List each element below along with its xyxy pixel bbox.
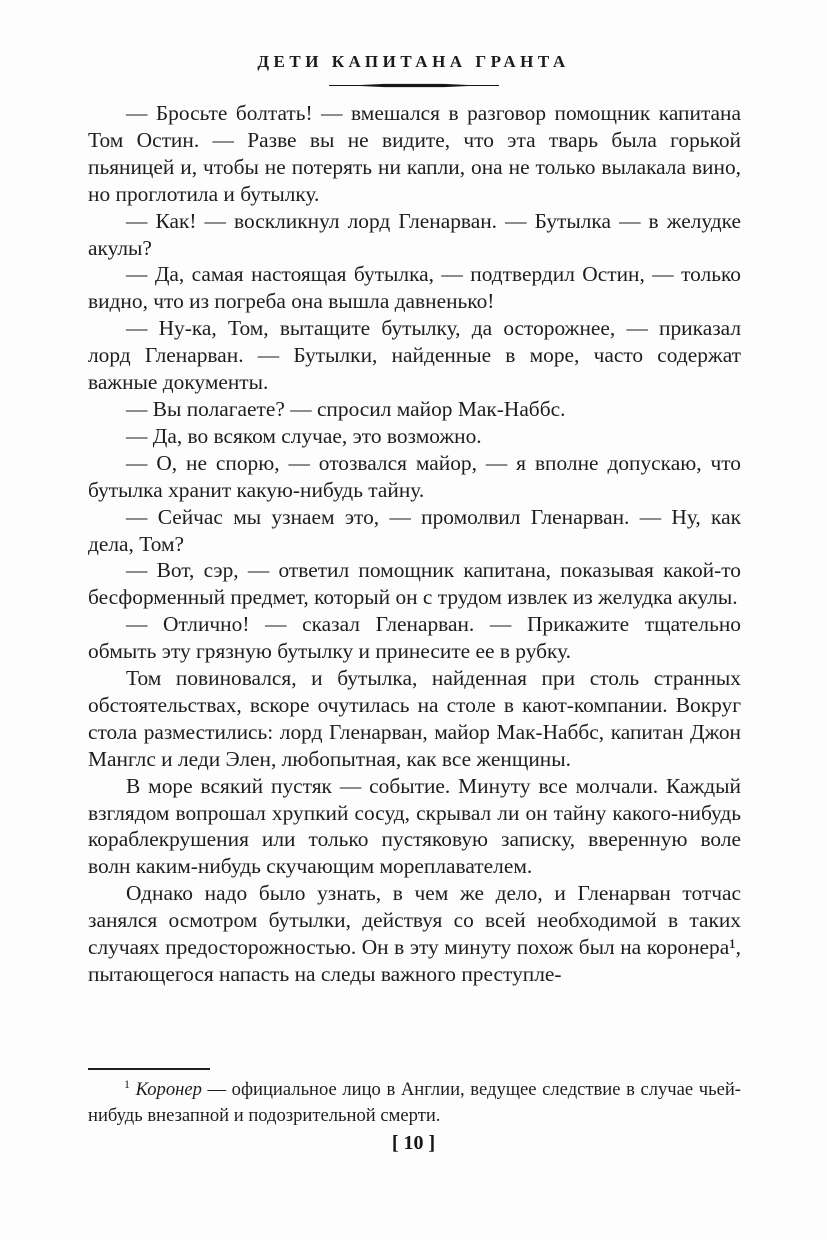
paragraph-12: В море всякий пустяк — событие. Минуту все молчали. Каждый взглядом вопрошал хрупкий сосуд, скрывал ли он тайну какого-нибудь кораблекрушения или только пустяковую записку, вверенную воле волн каким-нибудь скучающим мореплавателем. [88,773,741,879]
footnote-text: — официальное лицо в Англии, ведущее следствие в случае чьей-нибудь внезапной и подозрительной смерти. [88,1079,741,1126]
paragraph-11: Том повиновался, и бутылка, найденная при столь странных обстоятельствах, вскоре очутилась на столе в кают-компании. Вокруг стола разместились: лорд Гленарван, майор Мак-Наббс, капитан Джон Манглс и леди Элен, любопытная, как все женщины. [88,666,741,771]
paragraph-2: — Как! — воскликнул лорд Гленарван. — Бутылка — в желудке акулы? [88,208,741,260]
footnote [88,1077,741,1128]
paragraph-6: — Да, во всяком случае, это возможно. [126,423,482,448]
footnote-marker: 1 [124,1076,130,1091]
paragraph-5: — Вы полагаете? — спросил майор Мак-Наббс. [126,396,566,421]
footnote-term: Коронер [135,1079,202,1100]
paragraph-9: — Вот, сэр, — ответил помощник капитана, показывая какой-то бесформенный предмет, который он с трудом извлек из желудка акулы. [88,558,741,610]
paragraph-1: — Бросьте болтать! — вмешался в разговор помощник капитана Том Остин. — Разве вы не видите, что эта тварь была горькой пьяницей и, чтобы не потерять ни капли, она не только вылакала вино, но проглотила и бутылку. [88,101,741,206]
paragraph-13: Однако надо было узнать, в чем же дело, и Гленарван тотчас занялся осмотром бутылки, действуя со всей необходимой в таких случаях предосторожностью. Он в эту минуту похож был на коронера¹, пытающегося напасть на следы важного преступле- [88,881,741,986]
paragraph-10: — Отлично! — сказал Гленарван. — Прикажите тщательно обмыть эту грязную бутылку и принесите ее в рубку. [88,612,741,664]
running-head: ДЕТИ КАПИТАНА ГРАНТА [257,52,570,71]
swelled-rule-divider [329,83,499,88]
paragraph-3: — Да, самая настоящая бутылка, — подтвердил Остин, — только видно, что из погреба она вышла давненько! [88,262,741,314]
paragraph-4: — Ну-ка, Том, вытащите бутылку, да осторожнее, — приказал лорд Гленарван. — Бутылки, найденные в море, часто содержат важные документы. [88,316,741,395]
paragraph-8: — Сейчас мы узнаем это, — промолвил Гленарван. — Ну, как дела, Том? [88,504,741,556]
paragraph-7: — О, не спорю, — отозвался майор, — я вполне допускаю, что бутылка хранит какую-нибудь тайну. [88,450,741,502]
page-number: [ 10 ] [391,1132,436,1154]
page-body [88,100,741,1052]
footnote-separator-rule [88,1068,210,1070]
